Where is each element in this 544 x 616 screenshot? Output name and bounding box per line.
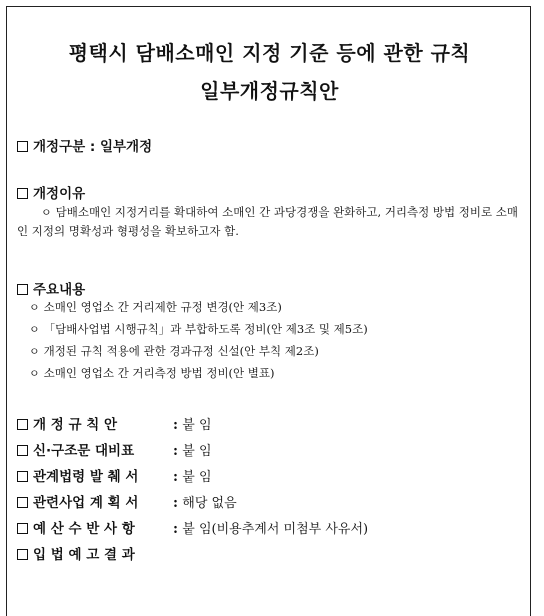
checkbox-square-icon [17,523,28,534]
section-reason-text: 담배소매인 지정거리를 확대하여 소매인 간 과당경쟁을 완화하고, 거리측정 방법 정비로 소매인 지정의 명확성과 형평성을 확보하고자 함. [17,205,518,238]
checkbox-square-icon [17,141,28,152]
document-title-line1: 평택시 담배소매인 지정 기준 등에 관한 규칙 [68,41,471,65]
document-row-related-laws: 관계법령 발 췌 서 : 붙 임 [17,465,212,485]
list-item: ㅇ 「담배사업법 시행규칙」과 부합하도록 정비(안 제3조 및 제5조) [29,322,368,336]
bullet-circle-icon: ㅇ [29,301,40,314]
section-reason-paragraph [17,203,529,241]
document-row-budget: 예 산 수 반 사 항 : 붙 임(비용추계서 미첨부 사유서) [17,517,368,537]
bullet-circle-icon: ㅇ [41,206,52,219]
section-type-label: 개정구분 : 일부개정 [33,139,153,155]
document-frame [6,6,531,616]
checkbox-square-icon [17,471,28,482]
section-main-label: 주요내용 [33,282,86,298]
document-row-project-plan: 관련사업 계 획 서 : 해당 없음 [17,491,237,511]
section-reason-heading [17,182,85,202]
checkbox-square-icon [17,284,28,295]
document-row-amendment-rules: 개 정 규 칙 안 : 붙 임 [17,413,212,433]
section-type-heading [17,135,152,155]
list-item: ㅇ 소매인 영업소 간 거리제한 규정 변경(안 제3조) [29,300,282,314]
list-item: ㅇ 소매인 영업소 간 거리측정 방법 정비(안 별표) [29,366,275,380]
checkbox-square-icon [17,188,28,199]
document-row-comparison-table: 신·구조문 대비표 : 붙 임 [17,439,212,459]
bullet-circle-icon: ㅇ [29,323,40,336]
bullet-circle-icon: ㅇ [29,367,40,380]
checkbox-square-icon [17,445,28,456]
section-main-heading [17,278,85,298]
document-title-line2: 일부개정규칙안 [200,79,339,103]
checkbox-square-icon [17,497,28,508]
section-reason-label: 개정이유 [33,186,86,202]
checkbox-square-icon [17,549,28,560]
bullet-circle-icon: ㅇ [29,345,40,358]
document-row-legislative-notice: 입 법 예 고 결 과 [17,543,173,563]
list-item: ㅇ 개정된 규칙 적용에 관한 경과규정 신설(안 부칙 제2조) [29,344,319,358]
checkbox-square-icon [17,419,28,430]
